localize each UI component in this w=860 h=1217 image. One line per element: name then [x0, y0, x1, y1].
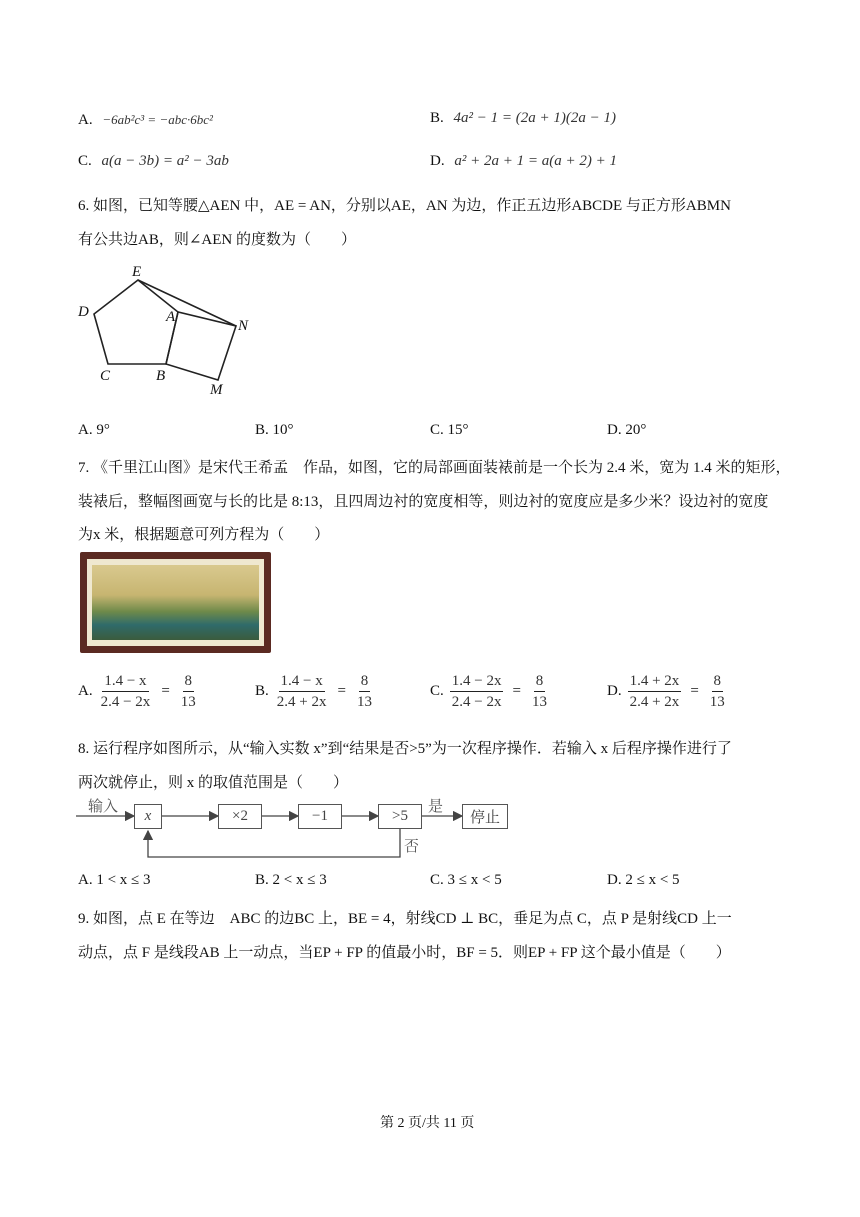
q6-stem-line-1: 6. 如图，已知等腰△AEN 中，AE = AN，分别以AE，AN 为边，作正五边形ABCDE 与正方形ABMN	[78, 198, 731, 214]
page-number-footer: 第 2 页/共 11 页	[380, 1116, 475, 1131]
q7-c-lhs-fraction: $\frac{1.4 - 2x}{2.4 - 2x}$	[451, 673, 502, 710]
q7-stem-line-2: 装裱后，整幅图画宽与长的比是 8:13，且四周边衬的宽度相等，则边衬的宽度应是多少米？设边衬的宽度	[78, 494, 769, 510]
q6-option-d: D. 20°	[607, 422, 647, 438]
q5-option-c	[78, 153, 229, 170]
q8-option-a: A. 1 < x ≤ 3	[78, 872, 151, 888]
flow-box-times2: ×2	[218, 804, 262, 829]
label-n: N	[238, 318, 249, 334]
q6-option-c: C. 15°	[430, 422, 469, 438]
q5-option-a-formula: −6ab²c³ = −abc·6bc²	[102, 112, 213, 127]
landscape-painting	[92, 565, 259, 640]
label-m: M	[210, 382, 223, 398]
q5-option-b	[430, 110, 616, 127]
q7-d-rhs-fraction: $\frac{8}{13}$	[709, 673, 725, 710]
label-d: D	[78, 304, 89, 320]
q5-option-b-label: B.	[430, 110, 444, 126]
q8-stem-line-2: 两次就停止，则 x 的取值范围是（ ）	[78, 775, 349, 791]
q5-option-c-formula: a(a − 3b) = a² − 3ab	[101, 153, 229, 169]
segment-en	[138, 280, 236, 326]
q7-d-lhs-fraction: $\frac{1.4 + 2x}{2.4 + 2x}$	[629, 673, 680, 710]
flow-input-label: 输入	[88, 799, 119, 815]
q6-pentagon-square-figure	[76, 262, 266, 402]
q8-option-b: B. 2 < x ≤ 3	[255, 872, 327, 888]
q7-c-rhs-fraction: $\frac{8}{13}$	[531, 673, 547, 710]
flow-box-stop: 停止	[462, 804, 508, 829]
label-e: E	[132, 264, 142, 280]
q7-b-lhs-fraction: $\frac{1.4 - x}{2.4 + 2x}$	[276, 673, 327, 710]
q8-flowchart	[76, 795, 516, 865]
q6-option-b: B. 10°	[255, 422, 294, 438]
q5-option-a-label: A.	[78, 112, 93, 128]
q7-b-rhs-fraction: $\frac{8}{13}$	[356, 673, 372, 710]
q5-option-d-label: D.	[430, 153, 445, 169]
q5-option-a	[78, 112, 213, 129]
q8-stem-line-1: 8. 运行程序如图所示，从“输入实数 x”到“结果是否>5”为一次程序操作．若输入 x 后程序操作进行了	[78, 741, 732, 757]
flow-no-label: 否	[404, 839, 420, 855]
q8-option-c: C. 3 ≤ x < 5	[430, 872, 502, 888]
q5-option-b-formula: 4a² − 1 = (2a + 1)(2a − 1)	[453, 110, 616, 126]
label-a: A	[166, 309, 176, 325]
label-c: C	[100, 368, 111, 384]
q9-stem-line-1: 9. 如图，点 E 在等边 ABC 的边BC 上，BE = 4，射线CD ⊥ BC，垂足为点 C，点 P 是射线CD 上一	[78, 911, 732, 927]
q7-stem-line-3: 为x 米，根据题意可列方程为（ ）	[78, 527, 330, 543]
q7-a-lhs-fraction: $\frac{1.4 - x}{2.4 - 2x}$	[100, 673, 151, 710]
square-abmn	[166, 312, 236, 380]
q6-stem-line-2: 有公共边AB，则∠AEN 的度数为（ ）	[78, 232, 356, 248]
q7-option-b: B. $\frac{1.4 - x}{2.4 + 2x}$ = $\frac{8}{13}$	[255, 673, 372, 710]
label-b: B	[156, 368, 166, 384]
q9-stem-line-2: 动点，点 F 是线段AB 上一动点，当EP + FP 的值最小时，BF = 5．则EP + FP 这个最小值是（ ）	[78, 945, 731, 961]
flow-box-minus1: −1	[298, 804, 342, 829]
flow-yes-label: 是	[428, 799, 444, 815]
q5-option-d	[430, 153, 617, 170]
q7-option-c: C. $\frac{1.4 - 2x}{2.4 - 2x}$ = $\frac{8}{13}$	[430, 673, 547, 710]
q6-option-a: A. 9°	[78, 422, 110, 438]
q7-stem-line-1: 7. 《千里江山图》是宋代王希孟 作品，如图，它的局部画面装裱前是一个长为 2.4 米，宽为 1.4 米的矩形，	[78, 460, 791, 476]
q7-option-a: A. $\frac{1.4 - x}{2.4 - 2x}$ = $\frac{8}{13}$	[78, 673, 196, 710]
q5-option-d-formula: a² + 2a + 1 = a(a + 2) + 1	[454, 153, 617, 169]
q8-option-d: D. 2 ≤ x < 5	[607, 872, 680, 888]
painting-image	[80, 552, 271, 653]
flow-box-gt5: >5	[378, 804, 422, 829]
q7-option-d: D. $\frac{1.4 + 2x}{2.4 + 2x}$ = $\frac{8}{13}$	[607, 673, 725, 710]
q5-option-c-label: C.	[78, 153, 92, 169]
q7-a-rhs-fraction: $\frac{8}{13}$	[180, 673, 196, 710]
flow-box-x: x	[134, 804, 162, 829]
